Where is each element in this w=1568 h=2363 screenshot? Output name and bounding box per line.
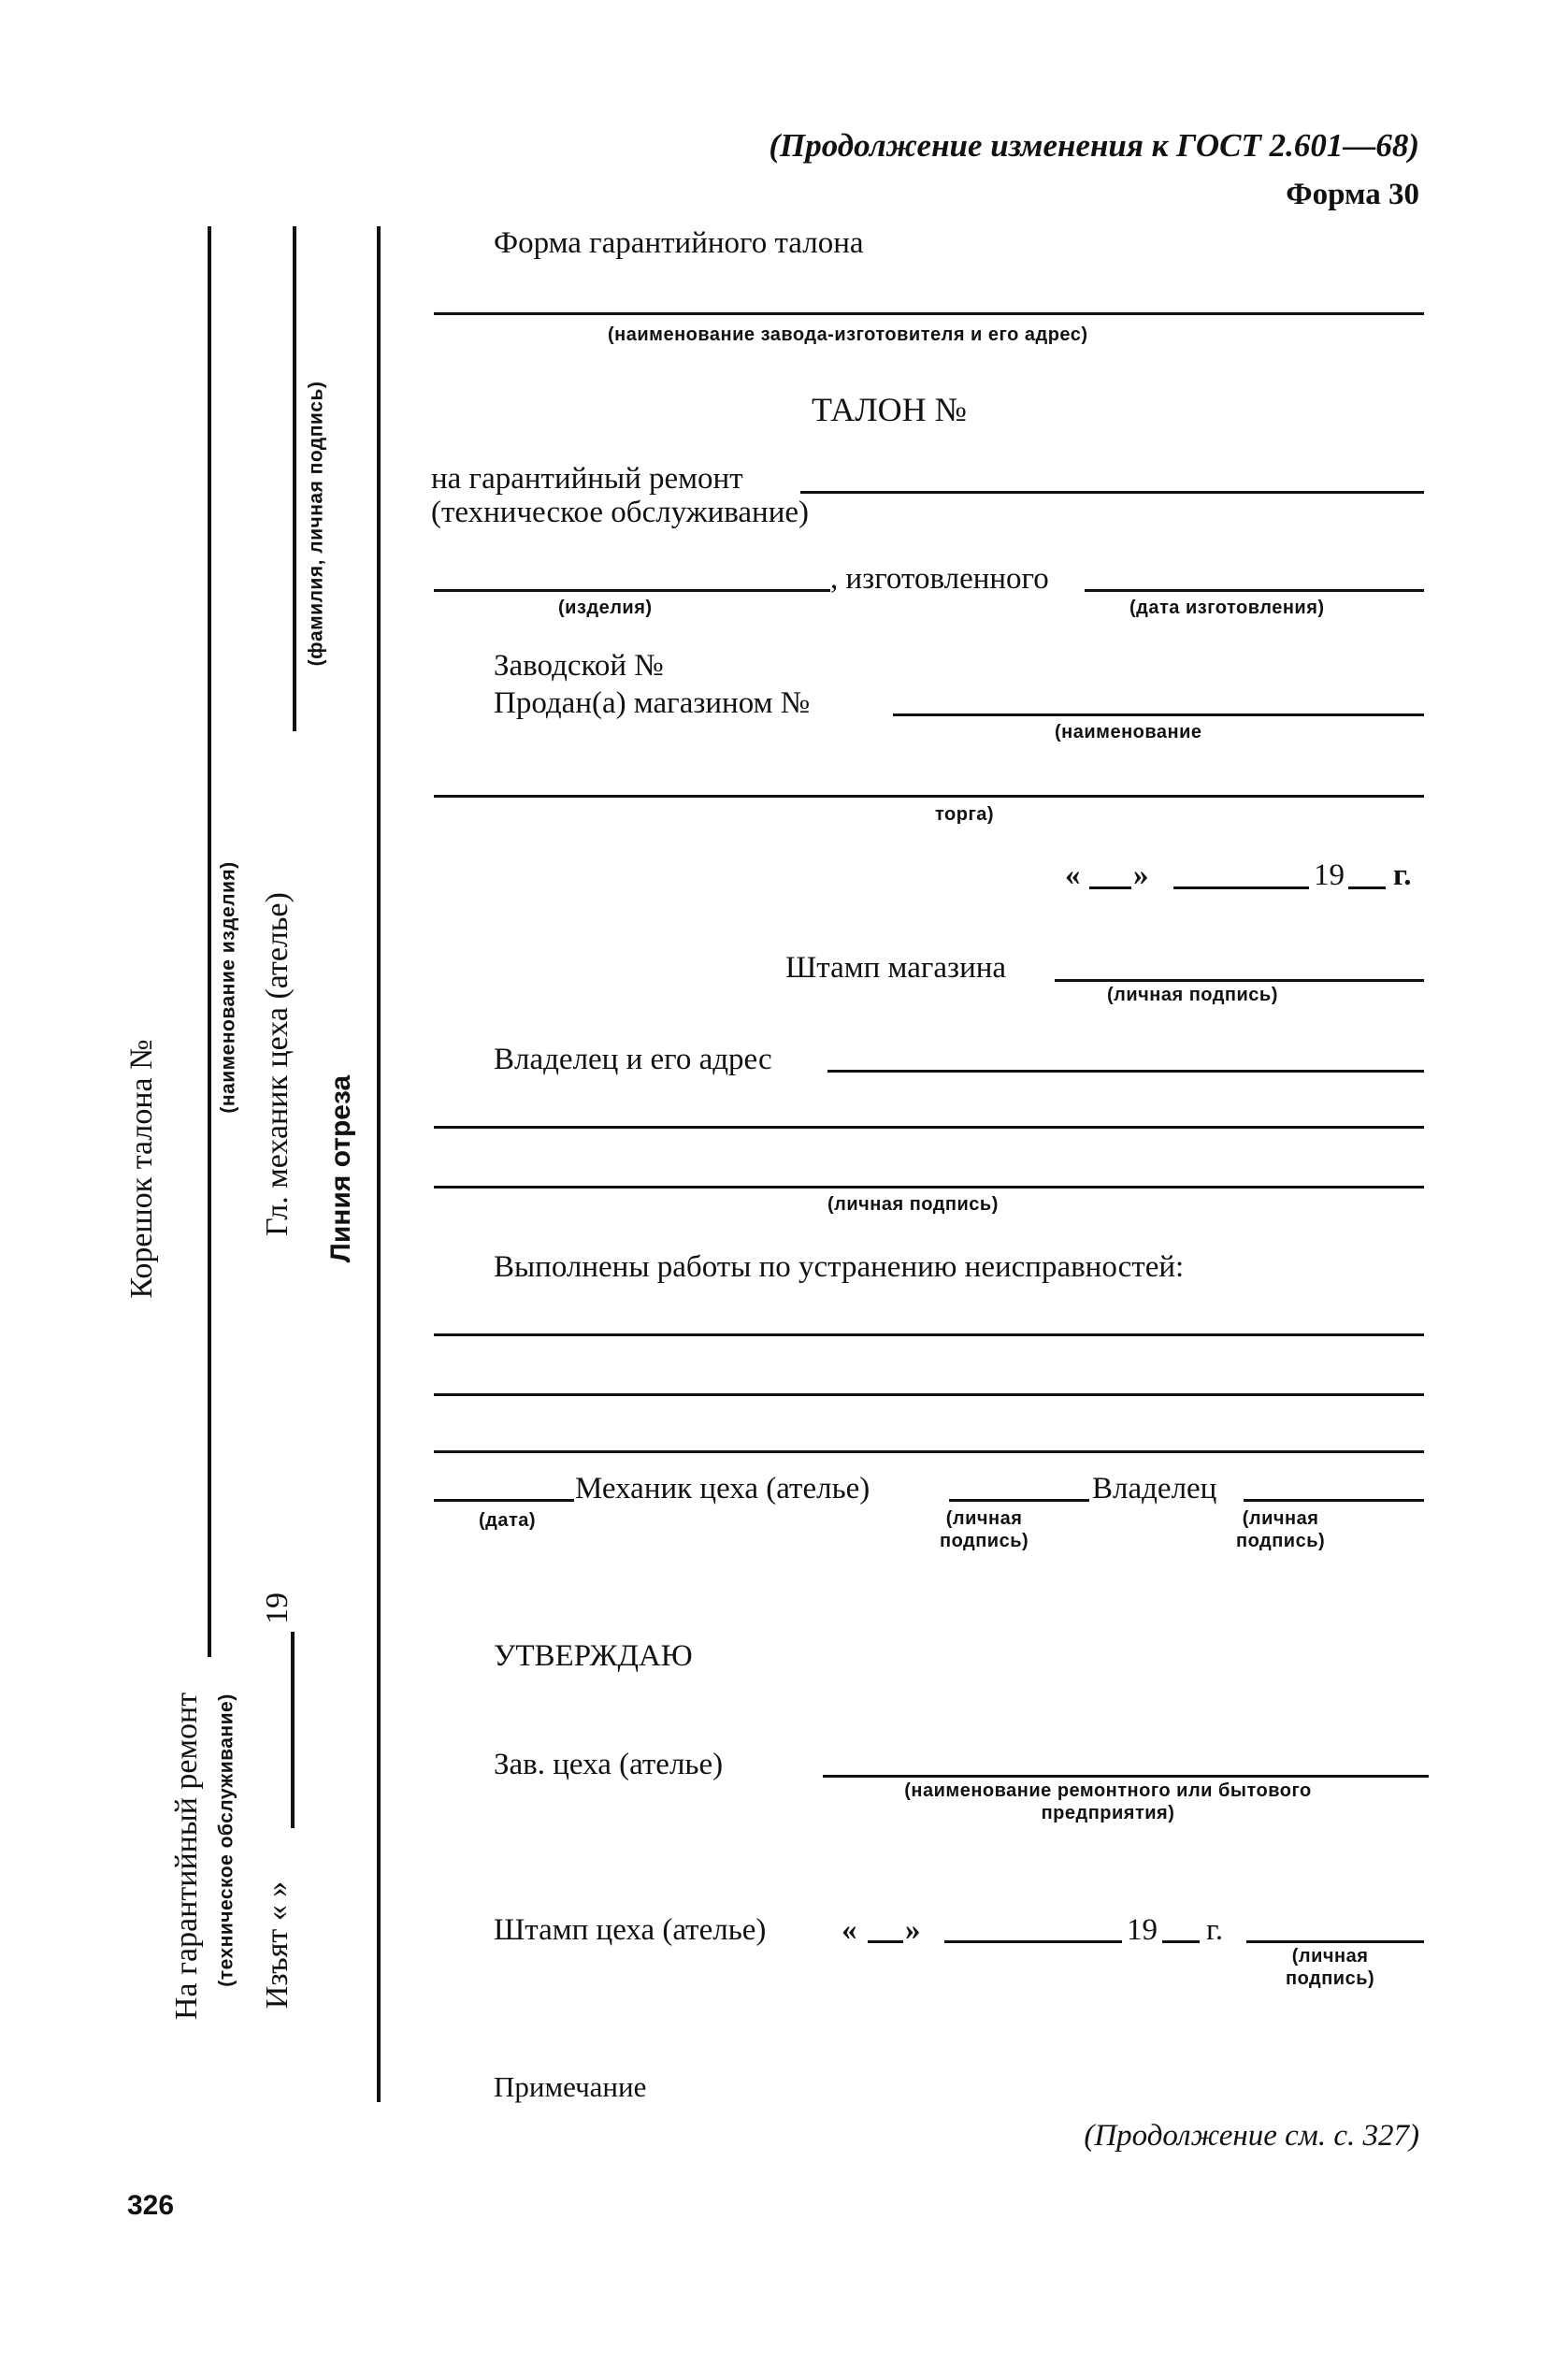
date-caption: (дата): [479, 1510, 537, 1531]
shop-signature-line: [1055, 979, 1424, 982]
workshop-stamp-label: Штамп цеха (ателье): [494, 1913, 767, 1947]
enterprise-line: [823, 1775, 1429, 1778]
manufactured-label: , изготовленного: [830, 562, 1049, 596]
mechanic-label: Механик цеха (ателье): [575, 1472, 870, 1506]
continuation-header: (Продолжение изменения к ГОСТ 2.601—68): [769, 127, 1419, 164]
stub-product-line: [208, 226, 211, 1657]
stub-year: 19: [260, 1592, 295, 1624]
workshop-day-line: [868, 1940, 903, 1943]
enterprise-caption: [827, 1779, 1388, 1824]
date-close-quote: »: [1133, 858, 1149, 892]
stub-title: Корешок талона №: [124, 1039, 159, 1299]
owner-signature-line: [1244, 1499, 1424, 1502]
workshop-month-line: [944, 1940, 1122, 1943]
works-label: Выполнены работы по устранению неисправностей:: [494, 1250, 1185, 1284]
owner-signature-caption: (личная подпись): [827, 1194, 999, 1215]
workshop-suffix: г.: [1206, 1913, 1224, 1947]
date-year: 19: [1314, 858, 1345, 892]
shop-signature-caption: (личная подпись): [1107, 985, 1278, 1005]
date-open-quote: «: [1065, 858, 1081, 892]
owner-address-line-1: [827, 1070, 1424, 1073]
manufacture-date-line: [1085, 589, 1424, 592]
workshop-close-quote: »: [905, 1913, 921, 1947]
manufacturer-line: [434, 312, 1424, 315]
stub-withdrawn-label: Изъят « »: [260, 1880, 295, 2010]
stub-chief-signature-line: [293, 226, 296, 731]
caption-line: предприятия): [1041, 1803, 1175, 1823]
stub-chief-mechanic: Гл. механик цеха (ателье): [260, 892, 295, 1236]
owner-label: Владелец: [1092, 1472, 1217, 1506]
note-label: Примечание: [494, 2070, 647, 2103]
repair-line: [800, 491, 1424, 494]
shop-stamp-label: Штамп магазина: [785, 951, 1007, 985]
product-caption: (изделия): [558, 598, 653, 618]
caption-line: подпись): [1286, 1968, 1375, 1989]
date-line: [434, 1499, 574, 1502]
caption-line: (личная: [1242, 1508, 1319, 1529]
stub-cut-line-label: Линия отреза: [325, 1074, 356, 1263]
stub-withdrawn-date-line: [291, 1632, 295, 1828]
owner-signature-caption: [1236, 1507, 1325, 1552]
trade-line: [434, 795, 1424, 798]
caption-line: (наименование ремонтного или бытового: [904, 1780, 1312, 1801]
workshop-open-quote: «: [842, 1913, 857, 1947]
stub-product-caption: (наименование изделия): [217, 861, 239, 1114]
approve-label: УТВЕРЖДАЮ: [494, 1639, 693, 1673]
shop-line: [893, 713, 1424, 716]
owner-address-line-3: [434, 1186, 1424, 1189]
workshop-year-line: [1162, 1940, 1200, 1943]
product-line: [434, 589, 830, 592]
stub-name-signature-caption: (фамилия, личная подпись): [305, 381, 327, 667]
form-title: Форма гарантийного талона: [494, 226, 864, 260]
sold-label: Продан(а) магазином №: [494, 686, 811, 720]
service-label: (техническое обслуживание): [431, 496, 809, 529]
mechanic-signature-line: [949, 1499, 1089, 1502]
works-line-2: [434, 1393, 1424, 1396]
caption-line: подпись): [1236, 1531, 1326, 1551]
head-label: Зав. цеха (ателье): [494, 1748, 724, 1781]
workshop-signature-caption: [1286, 1945, 1374, 1990]
date-suffix: г.: [1393, 858, 1412, 892]
page-number: 326: [127, 2190, 175, 2221]
form-number: Форма 30: [1286, 178, 1419, 211]
day-line: [1089, 886, 1131, 889]
caption-line: (личная: [1291, 1946, 1369, 1967]
mechanic-signature-caption: [940, 1507, 1029, 1552]
stub-service-caption: (техническое обслуживание): [215, 1693, 237, 1987]
manufacture-date-caption: (дата изготовления): [1129, 598, 1325, 618]
stub-repair-label: На гарантийный ремонт: [169, 1692, 204, 2021]
works-line-1: [434, 1333, 1424, 1336]
manufacturer-caption: (наименование завода-изготовителя и его адрес): [608, 324, 1088, 345]
serial-label: Заводской №: [494, 649, 664, 683]
works-line-3: [434, 1450, 1424, 1453]
owner-address-line-2: [434, 1126, 1424, 1129]
footer-continuation: (Продолжение см. с. 327): [1084, 2119, 1419, 2153]
name-caption: (наименование: [1055, 722, 1202, 742]
owner-address-label: Владелец и его адрес: [494, 1043, 772, 1076]
repair-label: на гарантийный ремонт: [431, 462, 743, 496]
caption-line: подпись): [940, 1531, 1029, 1551]
workshop-signature-line: [1246, 1940, 1424, 1943]
year-line: [1348, 886, 1386, 889]
talon-title: ТАЛОН №: [812, 391, 967, 428]
workshop-year: 19: [1127, 1913, 1158, 1947]
stub-cut-line: [377, 226, 381, 2102]
caption-line: (личная: [945, 1508, 1023, 1529]
trade-caption: торга): [935, 804, 995, 825]
month-line: [1173, 886, 1309, 889]
